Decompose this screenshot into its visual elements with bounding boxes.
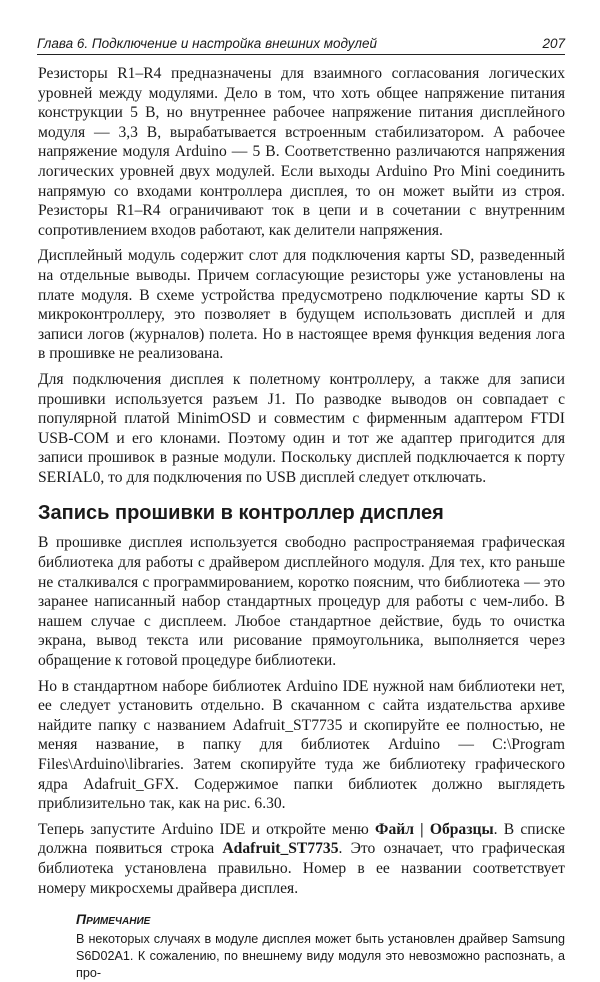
- text-run: . В списке должна появиться строка: [38, 820, 565, 858]
- section-heading: Запись прошивки в контроллер дисплея: [38, 502, 444, 525]
- paragraph-resistors: Резисторы R1–R4 предназначены для взаимного согласования логических уровней между модулями. Дело в том, что хоть общее напряжение питания конструкции 5 В, но внутреннее рабочее напряжение питания дисплейного модуля — 3,3 В, вырабатывается встроенным стабилизатором. А рабочее напряжение модуля Arduino — 5 В. Соответственно различаются напряжения логических уровней двух модулей. Если выходы Arduino Pro Mini соединить напрямую со входами контроллера дисплея, то он может выйти из строя. Резисторы R1–R4 ограничивают ток в цепи и в сочетании с внутренним сопротивлением входов работают, как делители напряжения.: [38, 65, 565, 239]
- paragraph-library: В прошивке дисплея используется свободно распространяемая графическая библиотека для работы с драйвером дисплейного модуля. Для тех, кто раньше не сталкивался с программированием, коротко поясним, что библиотека — это заранее написанный набор стандартных процедур для работы с чем-либо. В нашем случае с дисплеем. Любое стандартное действие, будь то очистка экрана, вывод текста или рисование прямоугольника, выполняется через обращение к готовой процедуре библиотеки.: [38, 534, 565, 670]
- page-number: 207: [542, 36, 565, 51]
- running-header: [37, 34, 565, 55]
- page-body: [38, 64, 565, 982]
- paragraph-install-library: Но в стандартном наборе библиотек Arduino IDE нужной нам библиотеки нет, ее следует установить отдельно. В скачанном с сайта издательства архиве найдите папку с названием Adafruit_ST7735 и скопируйте ее полностью, не меняя название, в папку для библиотек Arduino — C:\Program Files\Arduino\libraries. Затем скопируйте туда же библиотеку графического ядра Adafruit_GFX. Содержимое папки библиотек должно выглядеть приблизительно так, как на рис. 6.30.: [38, 677, 565, 813]
- paragraph-sd-slot: Дисплейный модуль содержит слот для подключения карты SD, разведенный на отдельные выводы. Причем согласующие резисторы уже установлены на плате модуля. В схеме устройства предусмотрено подключение карты SD к микроконтроллеру, это позволяет в будущем использовать дисплей и для записи логов (журналов) полета. Но в настоящее время функция ведения лога в прошивке не реализована.: [38, 247, 565, 363]
- paragraph-connector-j1: Для подключения дисплея к полетному контроллеру, а также для записи прошивки используется разъем J1. По разводке выводов он совпадает с популярной платой MinimOSD и совместим с фирменным адаптером FTDI USB-COM и его клонами. Поэтому один и тот же адаптер пригодится для записи прошивок в разные модули. Поскольку дисплей подключается к порту SERIAL0, то для подключения по USB дисплей следует отключать.: [38, 370, 565, 486]
- text-run: Теперь запустите Arduino IDE и откройте меню: [38, 820, 376, 838]
- chapter-title: Глава 6. Подключение и настройка внешних модулей: [37, 36, 377, 51]
- menu-path: Файл | Образцы: [375, 820, 494, 838]
- note-label: Примечание: [76, 911, 151, 928]
- paragraph-verify-install: [38, 820, 565, 898]
- note-text: В некоторых случаях в модуле дисплея может быть установлен драйвер Samsung S6D02A1. К сожалению, по внешнему виду модуля это невозможно распознать, а про-: [76, 932, 565, 981]
- note-box: [76, 911, 565, 982]
- library-name: Adafruit_ST7735: [222, 840, 339, 858]
- text-run: . Это означает, что графическая библиотека установлена правильно. Номер в ее названии соответствует номеру микросхемы драйвера дисплея.: [38, 840, 565, 897]
